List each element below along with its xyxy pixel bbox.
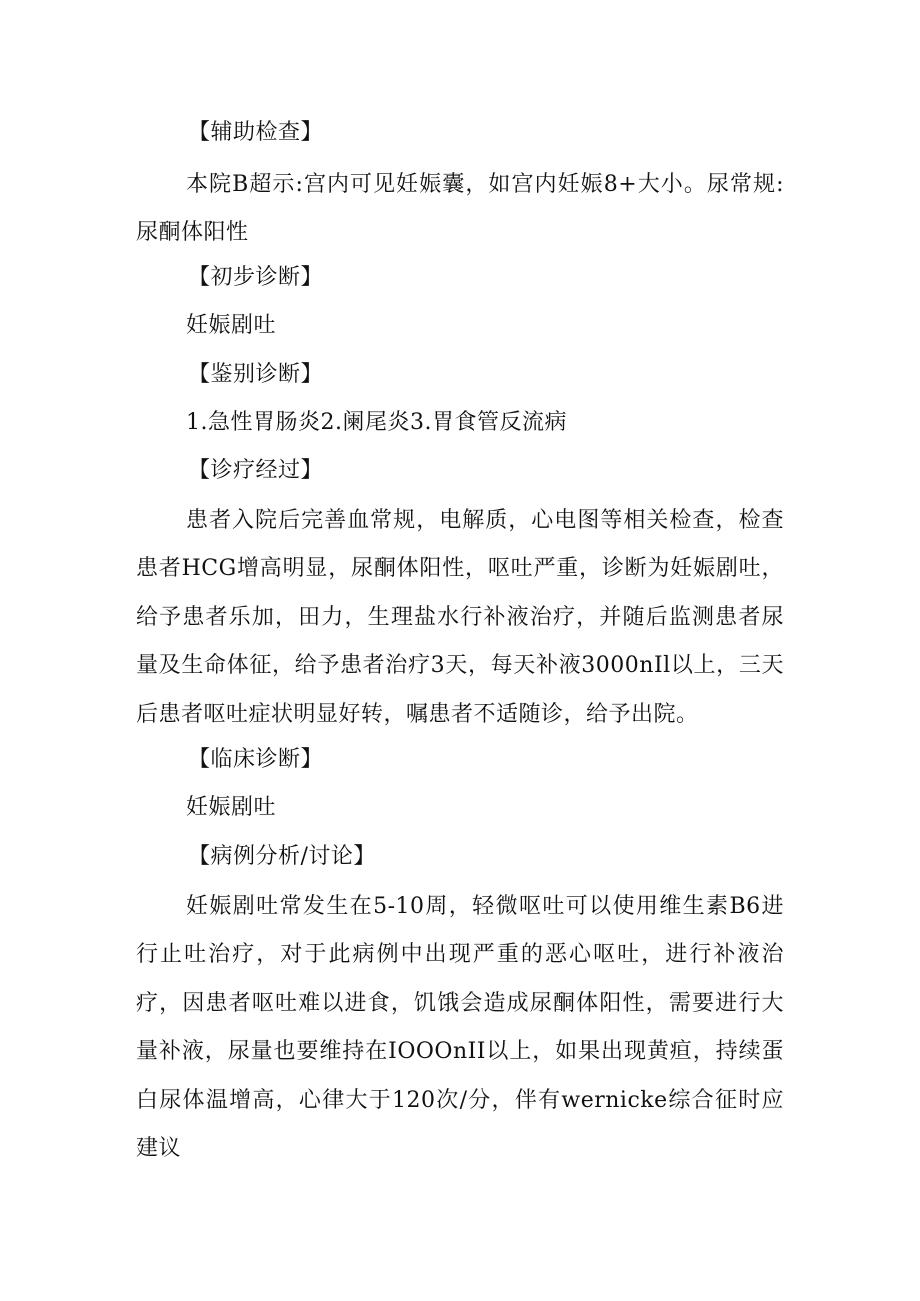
section-heading-diff-dx: 【鉴别诊断】	[188, 362, 324, 387]
clinical-dx-text: 妊娠剧吐	[186, 795, 277, 820]
prelim-dx-text: 妊娠剧吐	[186, 313, 277, 338]
aux-exam-paragraph: 本院B超示:宫内可见妊娠囊，如宫内妊娠8+大小。尿常规:尿酮体阳性	[136, 172, 784, 246]
analysis-paragraph: 妊娠剧吐常发生在5-10周，轻微呕吐可以使用维生素B6进行止吐治疗，对于此病例中出现严重的恶心呕吐，进行补液治疗，因患者呕吐难以进食，饥饿会造成尿酮体阳性，需要进行大量补液，尿量也要维持在IOOOnII以上，如果出现黄疸，持续蛋白尿体温增高，心律大于120次/分，伴有wernicke综合征时应建议	[136, 894, 784, 1162]
section-heading-aux-exam: 【辅助检查】	[188, 120, 324, 145]
section-heading-course: 【诊疗经过】	[188, 458, 324, 483]
course-paragraph: 患者入院后完善血常规，电解质，心电图等相关检查，检查患者HCG增高明显，尿酮体阳性，呕吐严重，诊断为妊娠剧吐，给予患者乐加，田力，生理盐水行补液治疗，并随后监测患者尿量及生命体征，给予患者治疗3天，每天补液3000nIl以上，三天后患者呕吐症状明显好转，嘱患者不适随诊，给予出院。	[136, 508, 784, 727]
section-heading-prelim-dx: 【初步诊断】	[188, 265, 324, 290]
diff-dx-text: 1.急性胃肠炎2.阑尾炎3.胃食管反流病	[186, 410, 567, 435]
section-heading-analysis: 【病例分析/讨论】	[188, 844, 376, 869]
section-heading-clinical-dx: 【临床诊断】	[188, 747, 324, 772]
